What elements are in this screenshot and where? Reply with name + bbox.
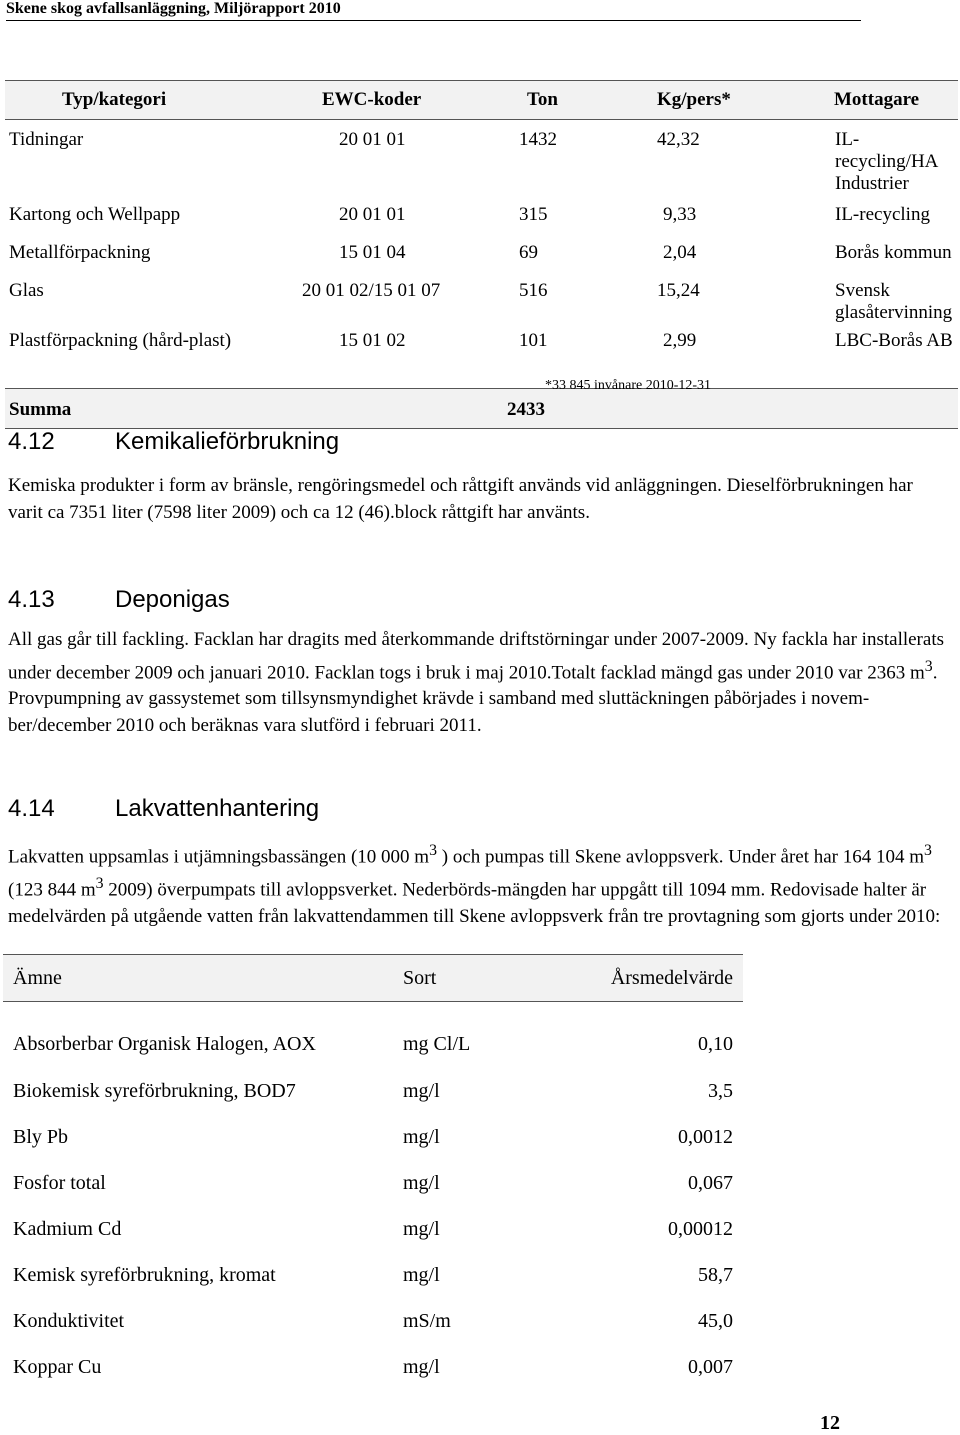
section-heading-4-14 (8, 795, 319, 823)
cell-substance: Kemisk syreförbrukning, kromat (13, 1263, 276, 1286)
col-header-category: Typ/kategori (5, 81, 302, 120)
col-header-kgpers: Kg/pers* (637, 81, 797, 120)
cell-ewc: 20 01 01 (339, 204, 406, 225)
col-header-substance: Ämne (3, 955, 393, 1002)
cell-value: 0,067 (688, 1171, 733, 1194)
table-row (5, 271, 958, 324)
cell-ton: 516 (519, 280, 548, 301)
cell-value: 0,007 (688, 1355, 733, 1378)
section-4-14-text: Lakvatten uppsamlas i utjämningsbassängen (10 000 $m^3$ ) och pumpas till Skene avloppsverk. Under året har 164 104 $m^3$ (123 844 $m^3$ 2009) överpumpats till avloppsverket. Nederbörds-mängden har uppgått till 1094 mm. Redovisade halter är medelvärden på utgående vatten från lakvattendammen till Skene avloppsverk från tre provtagning som gjorts under 2010: (8, 842, 941, 927)
cell-unit: mg/l (403, 1171, 440, 1194)
cell-substance: Koppar Cu (13, 1355, 102, 1378)
footnote: *33 845 invånare 2010-12-31 (545, 378, 712, 393)
table-row (3, 1114, 743, 1160)
cell-ton: 315 (519, 204, 548, 225)
table-row (5, 324, 958, 388)
cell-value: 0,00012 (668, 1217, 733, 1240)
cell-substance: Bly Pb (13, 1125, 69, 1148)
table-row (3, 1068, 743, 1114)
table-row (3, 1002, 743, 1069)
cell-kgpers: 42,32 (657, 129, 700, 150)
section-4-13-text: All gas går till fackling. Facklan har dragits med återkommande driftstörningar under 2007-2009. Ny fackla har installerats under december 2009 och januari 2010. Facklan togs i bruk i maj 2010.Totalt facklad mängd gas under 2010 var 2363 $m^3$. Provpumpning av gassystemet som tillsynsmyndighet krävde i samband med sluttäckningen påbörjades i novem-ber/december 2010 och beräknas vara slutförd i februari 2011. (8, 629, 944, 736)
section-title: Kemikalieförbrukning (115, 428, 340, 455)
cell-category: Glas (9, 280, 44, 301)
table-row (5, 195, 958, 233)
table-row (5, 233, 958, 271)
cell-kgpers: 9,33 (663, 204, 697, 225)
cell-receiver: Svensk glasåtervinning (835, 280, 953, 323)
section-heading-4-13 (8, 586, 230, 614)
cell-substance: Konduktivitet (13, 1309, 125, 1332)
page-number: 12 (820, 1412, 840, 1434)
cell-unit: mg/l (403, 1079, 440, 1102)
section-title: Deponigas (115, 586, 230, 613)
cell-substance: Biokemisk syreförbrukning, BOD7 (13, 1079, 296, 1102)
sum-row (5, 388, 958, 428)
section-heading-4-12 (8, 428, 339, 456)
cell-ewc: 20 01 01 (339, 129, 406, 150)
cell-value: 45,0 (698, 1309, 733, 1332)
leachate-table-header (3, 955, 743, 1002)
table-row (3, 1298, 743, 1344)
table-row (3, 1160, 743, 1206)
col-header-ton: Ton (507, 81, 637, 120)
cell-receiver: IL-recycling/HA Industrier (835, 129, 938, 194)
waste-table-header (5, 81, 958, 120)
page-header: Skene skog avfallsanläggning, Miljörapport 2010 (6, 0, 861, 21)
table-row (3, 1252, 743, 1298)
section-number: 4.13 (8, 586, 55, 613)
cell-ewc: 15 01 02 (339, 330, 406, 351)
cell-category: Kartong och Wellpapp (9, 204, 181, 225)
cell-receiver: LBC-Borås AB (835, 330, 953, 351)
cell-value: 3,5 (708, 1079, 733, 1102)
cell-value: 0,10 (698, 1032, 733, 1055)
cell-category: Tidningar (9, 129, 84, 150)
col-header-ewc: EWC-koder (302, 81, 507, 120)
cell-unit: mg/l (403, 1263, 440, 1286)
cell-ton: 69 (519, 242, 538, 263)
cell-receiver: IL-recycling (835, 204, 930, 225)
cell-ewc: 20 01 02/15 01 07 (302, 280, 441, 301)
cell-unit: mg/l (403, 1217, 440, 1240)
table-row (3, 1206, 743, 1252)
cell-unit: mg Cl/L (403, 1032, 471, 1055)
cell-ton: 101 (519, 330, 548, 351)
section-number: 4.14 (8, 795, 55, 822)
cell-unit: mg/l (403, 1355, 440, 1378)
cell-value: 0,0012 (678, 1125, 733, 1148)
cell-unit: mg/l (403, 1125, 440, 1148)
col-header-annual-mean: Årsmedelvärde (563, 955, 743, 1002)
cell-ewc: 15 01 04 (339, 242, 406, 263)
col-header-receiver: Mottagare (797, 81, 958, 120)
col-header-unit: Sort (393, 955, 563, 1002)
cell-category: Plastförpackning (hård-plast) (9, 330, 232, 351)
cell-value: 58,7 (698, 1263, 733, 1286)
cell-substance: Fosfor total (13, 1171, 106, 1194)
cell-unit: mS/m (403, 1309, 451, 1332)
section-4-12-text: Kemiska produkter i form av bränsle, rengöringsmedel och råttgift används vid anläggningen. Dieselförbrukningen har varit ca 7351 liter (7598 liter 2009) och ca 12 (46).block råttgift har använts. (8, 475, 913, 523)
cell-kgpers: 2,99 (663, 330, 697, 351)
leachate-table (3, 954, 743, 1390)
cell-ton: 1432 (519, 129, 557, 150)
cell-substance: Kadmium Cd (13, 1217, 122, 1240)
cell-category: Metallförpackning (9, 242, 151, 263)
waste-table (5, 80, 958, 429)
table-row (3, 1344, 743, 1390)
sum-value: 2433 (507, 388, 637, 428)
table-row (5, 120, 958, 196)
cell-kgpers: 2,04 (663, 242, 697, 263)
cell-kgpers: 15,24 (657, 280, 700, 301)
cell-receiver: Borås kommun (835, 242, 952, 263)
cell-substance: Absorberbar Organisk Halogen, AOX (13, 1032, 316, 1055)
section-number: 4.12 (8, 428, 55, 455)
sum-label: Summa (5, 388, 302, 428)
section-title: Lakvattenhantering (115, 795, 320, 822)
